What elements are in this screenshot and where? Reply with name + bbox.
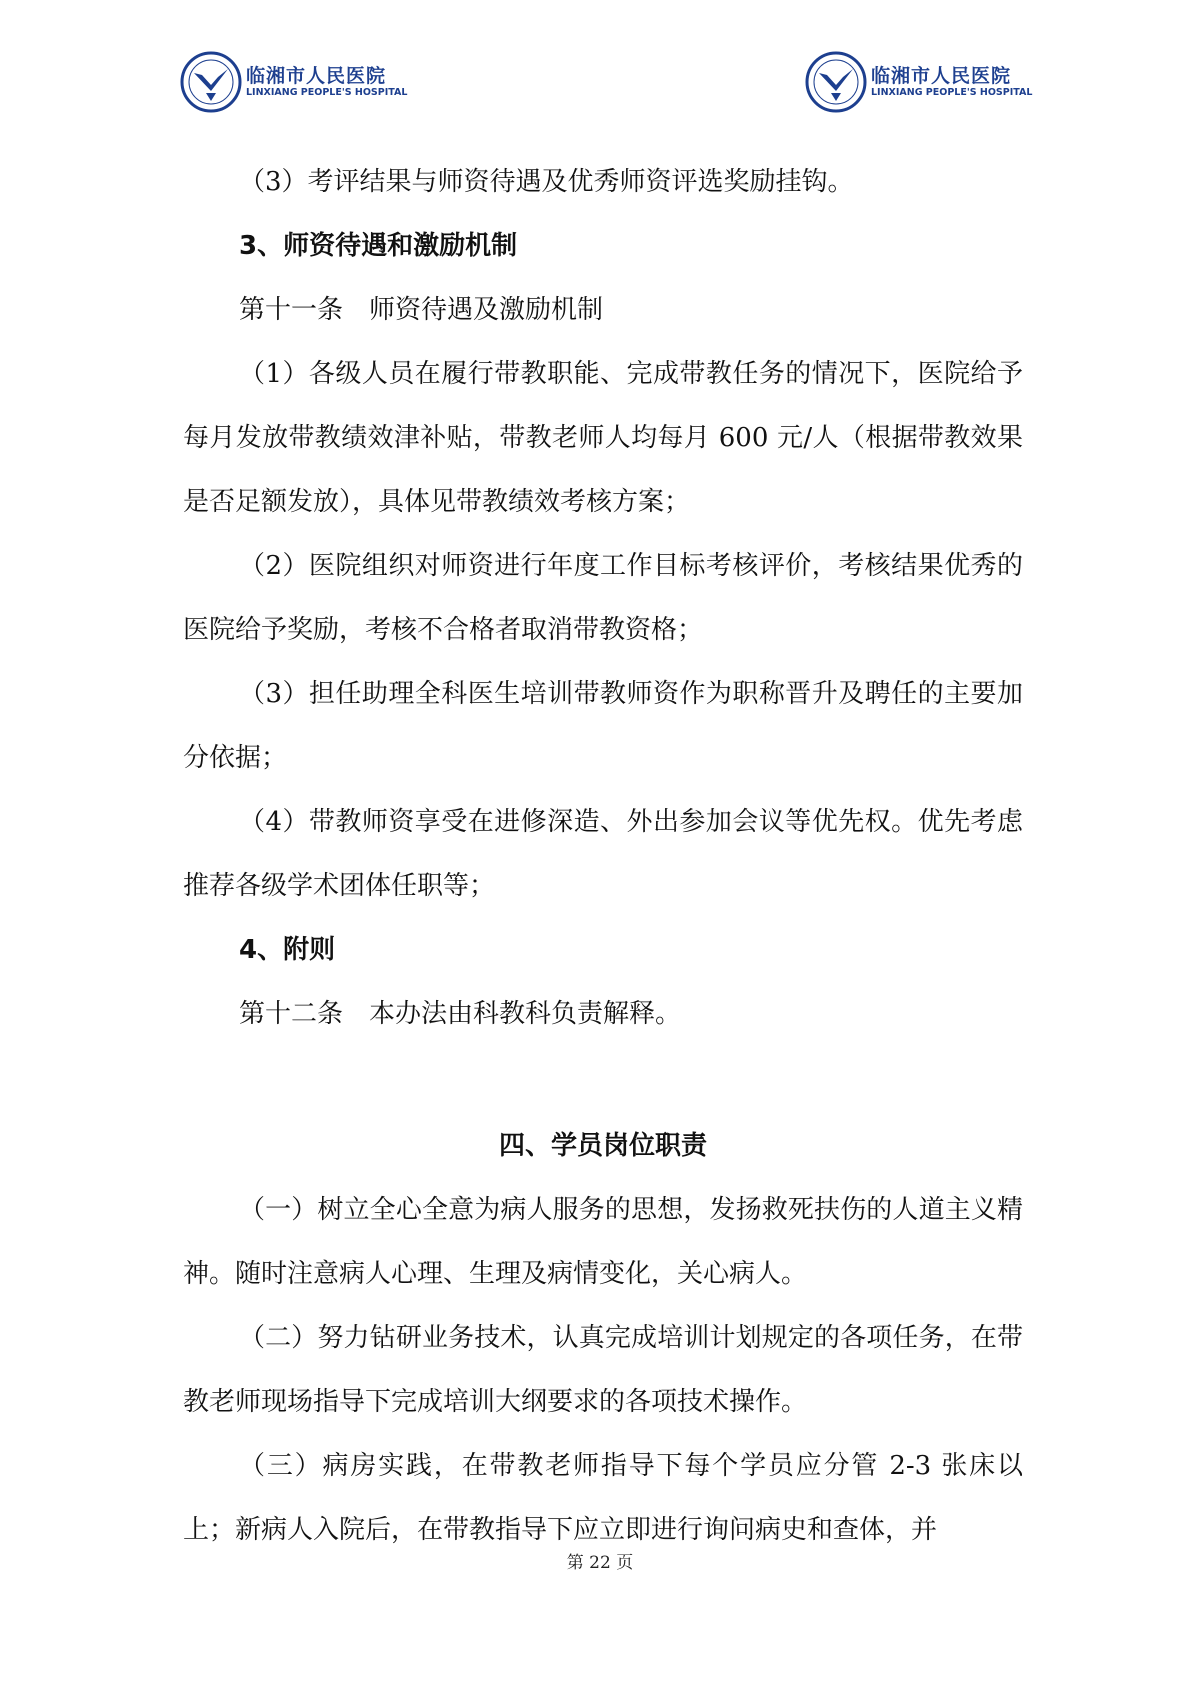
paragraph: （三）病房实践，在带教老师指导下每个学员应分管 2-3 张床以上；新病人入院后，在带教指导下应立即进行询问病史和查体，并: [183, 1451, 1023, 1545]
paragraph: （二）努力钻研业务技术，认真完成培训计划规定的各项任务，在带教老师现场指导下完成培训大纲要求的各项技术操作。: [183, 1323, 1023, 1417]
article-title: 第十二条 本办法由科教科负责解释。: [239, 999, 682, 1029]
article-title: 第十一条 师资待遇及激励机制: [239, 295, 604, 325]
paragraph: （4）带教师资享受在进修深造、外出参加会议等优先权。优先考虑推荐各级学术团体任职等；: [183, 807, 1023, 901]
hospital-name-cn: 临湘市人民医院: [246, 65, 387, 87]
section-heading: 3、师资待遇和激励机制: [239, 231, 518, 261]
paragraph: （3）担任助理全科医生培训带教师资作为职称晋升及聘任的主要加分依据；: [183, 679, 1023, 773]
spacer: [183, 1046, 1023, 1114]
hospital-logo-right: [805, 50, 1035, 114]
page-header: [0, 50, 1200, 120]
hospital-name-en: LINXIANG PEOPLE'S HOSPITAL: [871, 87, 1033, 98]
chapter-title: 四、学员岗位职责: [498, 1131, 707, 1161]
hospital-name-en: LINXIANG PEOPLE'S HOSPITAL: [246, 87, 408, 98]
paragraph: （一）树立全心全意为病人服务的思想，发扬救死扶伤的人道主义精神。随时注意病人心理、生理及病情变化，关心病人。: [183, 1195, 1023, 1289]
section-heading: 4、附则: [239, 935, 336, 965]
page-number: 第 22 页: [566, 1553, 634, 1573]
paragraph: （3）考评结果与师资待遇及优秀师资评选奖励挂钩。: [239, 167, 854, 197]
paragraph: （2）医院组织对师资进行年度工作目标考核评价，考核结果优秀的医院给予奖励，考核不合格者取消带教资格；: [183, 551, 1023, 645]
paragraph: （1）各级人员在履行带教职能、完成带教任务的情况下，医院给予每月发放带教绩效津补贴，带教老师人均每月 600 元/人（根据带教效果是否足额发放），具体见带教绩效考核方案；: [183, 359, 1023, 517]
hospital-logo-icon: [180, 51, 242, 113]
document-body: [183, 150, 1023, 1562]
hospital-logo-left: [180, 50, 410, 114]
hospital-name-cn: 临湘市人民医院: [871, 65, 1012, 87]
hospital-logo-icon: [805, 51, 867, 113]
